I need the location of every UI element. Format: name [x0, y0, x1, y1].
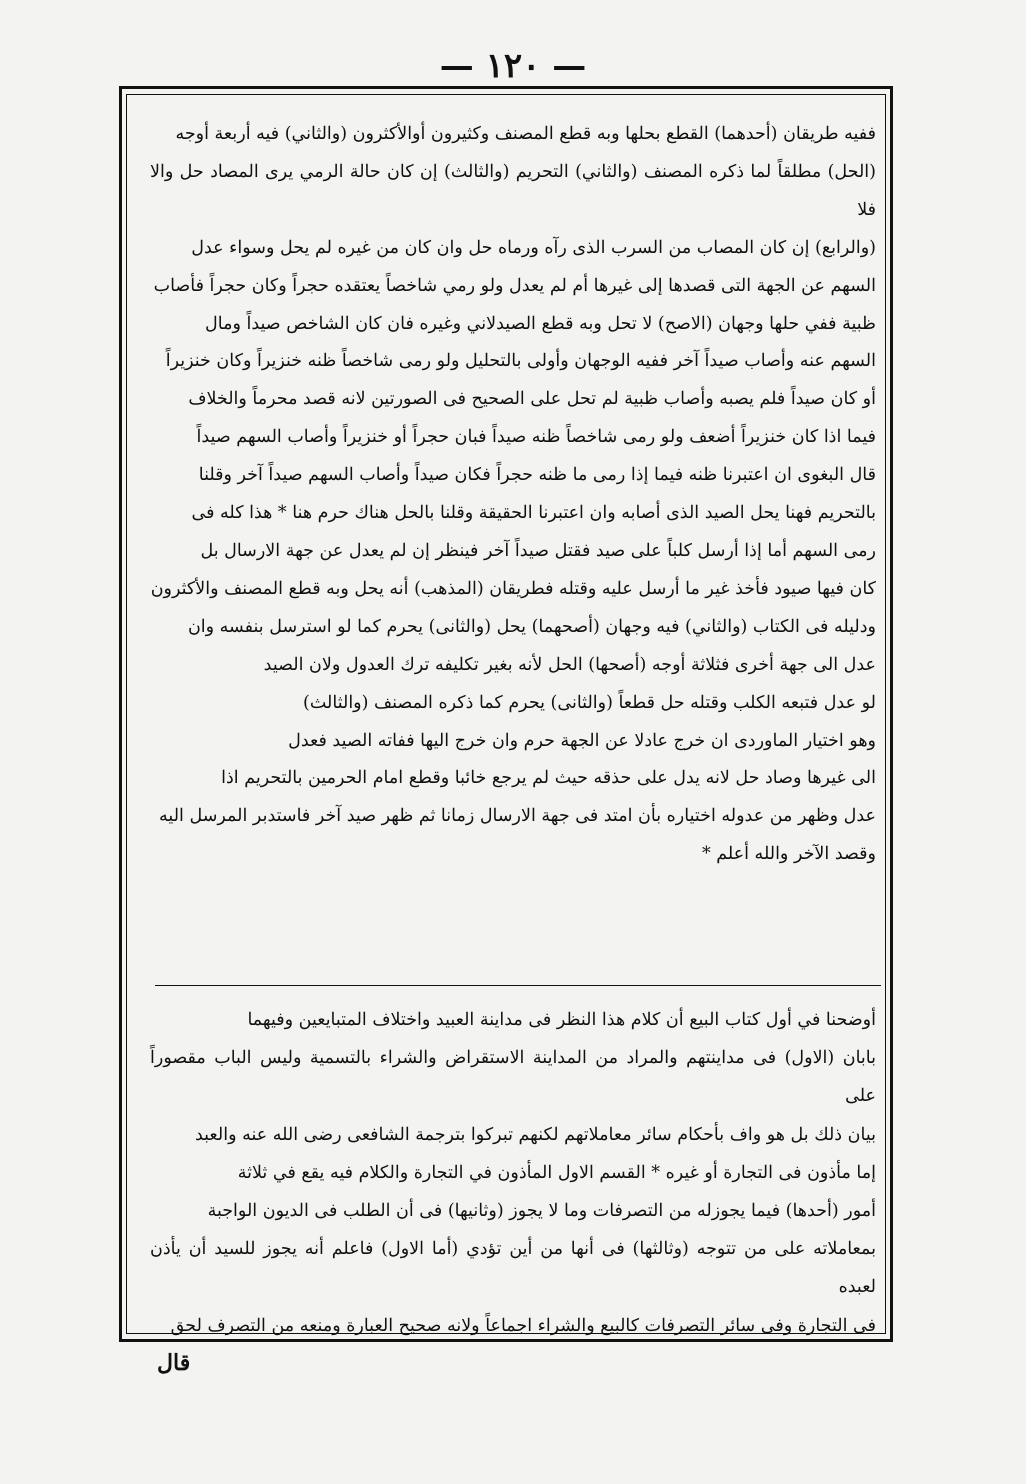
main-text-line: أوضحنا في أول كتاب البيع أن كلام هذا النظر فى مداينة العبيد واختلاف المتبايعين وفيهما: [247, 1010, 876, 1030]
commentary-line: السهم عن الجهة التى قصدها إلى غيرها أم لم يعدل ولو رمي شاخصاً يعتقده حجراً وكان حجراً فأصاب: [153, 275, 876, 296]
commentary-line: ودليله فى الكتاب (والثاني) فيه وجهان (أصحهما) يحل (والثانى) يحرم كما لو استرسل بنفسه وان: [187, 616, 876, 637]
commentary-line: ظبية ففي حلها وجهان (الاصح) لا تحل وبه قطع الصيدلاني وغيره فان كان الشاخص صيداً ومال: [205, 313, 876, 334]
commentary-line: وقصد الآخر والله أعلم *: [701, 844, 876, 865]
catchword: قال: [157, 1350, 191, 1376]
commentary-line: بالتحريم فهنا يحل الصيد الذى أصابه وان اعتبرنا الحقيقة وقلنا بالحل هناك حرم هنا * هذا كله فى: [191, 503, 876, 524]
commentary-line: ففيه طريقان (أحدهما) القطع بحلها وبه قطع المصنف وكثيرون أوالأكثرون (والثاني) فيه أربعة أوجه: [175, 124, 876, 144]
page-number: — ١٢٠ —: [439, 46, 587, 86]
commentary-line: كان فيها صيود فأخذ غير ما أرسل عليه وقتله فطريقان (المذهب) أنه يحل وبه قطع المصنف والأكثرون: [150, 578, 876, 599]
main-text-line: بابان (الاول) فى مداينتهم والمراد من المداينة الاستقراض والشراء بالتسمية وليس الباب مقصوراً على: [150, 1048, 876, 1107]
section-divider: [155, 985, 881, 986]
commentary-line: عدل الى جهة أخرى فثلاثة أوجه (أصحها) الحل لأنه بغير تكليفه ترك العدول ولان الصيد: [263, 654, 876, 675]
commentary-line: فيما اذا كان خنزيراً أضعف ولو رمى شاخصاً ظنه صيداً فبان حجراً أو خنزيراً وأصاب السهم صيداً: [196, 427, 876, 448]
commentary-line: السهم عنه وأصاب صيداً آخر ففيه الوجهان وأولى بالتحليل ولو رمى شاخصاً ظنه خنزيراً وكان خنزيراً: [165, 351, 876, 372]
commentary-line: (والرابع) إن كان المصاب من السرب الذى رآه ورماه حل وان كان من غيره لم يحل وسواء عدل: [191, 237, 876, 258]
commentary-line: أو كان صيداً فلم يصبه وأصاب ظبية لم تحل على الصحيح فى الصورتين لانه قصد محرماً والخلاف: [188, 389, 876, 410]
main-text-line: إما مأذون فى التجارة أو غيره * القسم الاول المأذون في التجارة والكلام فيه يقع في ثلاثة: [237, 1162, 876, 1183]
commentary-line: عدل وظهر من عدوله اختياره بأن امتد فى جهة الارسال زمانا ثم ظهر صيد آخر فاستدبر المرسل اليه: [159, 806, 876, 827]
commentary-text: [150, 116, 876, 874]
commentary-line: وهو اختيار الماوردى ان خرج عادلا عن الجهة حرم وان خرج اليها ففاته الصيد فعدل: [288, 730, 876, 751]
main-text: [150, 1001, 876, 1345]
main-text-line: بمعاملاته على من تتوجه (وثالثها) فى أنها من أين تؤدي (أما الاول) فاعلم أنه يجوز للسيد أن يأذن لعبده: [150, 1239, 876, 1298]
main-text-line: فى التجارة وفى سائر التصرفات كالبيع والشراء اجماعاً ولانه صحيح العبارة ومنعه من التصرف لحق: [170, 1315, 876, 1336]
commentary-line: لو عدل فتبعه الكلب وقتله حل قطعاً (والثانى) يحرم كما ذكره المصنف (والثالث): [303, 692, 876, 713]
commentary-line: (الحل) مطلقاً لما ذكره المصنف (والثاني) التحريم (والثالث) إن كان حالة الرمي يرى المصاد حل والا فلا: [150, 161, 876, 220]
commentary-line: قال البغوى ان اعتبرنا ظنه فيما إذا رمى ما ظنه حجراً فكان صيداً وأصاب السهم صيداً آخر وقلنا: [198, 465, 876, 486]
main-text-line: أمور (أحدها) فيما يجوزله من التصرفات وما لا يجوز (وثانيها) فى أن الطلب فى الديون الواجبة: [207, 1201, 876, 1222]
main-text-line: بيان ذلك بل هو واف بأحكام سائر معاملاتهم لكنهم تبركوا بترجمة الشافعى رضى الله عنه والعبد: [194, 1124, 876, 1145]
commentary-line: رمى السهم أما إذا أرسل كلباً على صيد فقتل صيداً آخر فينظر إن لم يعدل عن جهة الارسال بل: [200, 540, 876, 561]
commentary-line: الى غيرها وصاد حل لانه يدل على حذقه حيث لم يرجع خائبا وقطع امام الحرمين بالتحريم اذا: [221, 768, 876, 789]
